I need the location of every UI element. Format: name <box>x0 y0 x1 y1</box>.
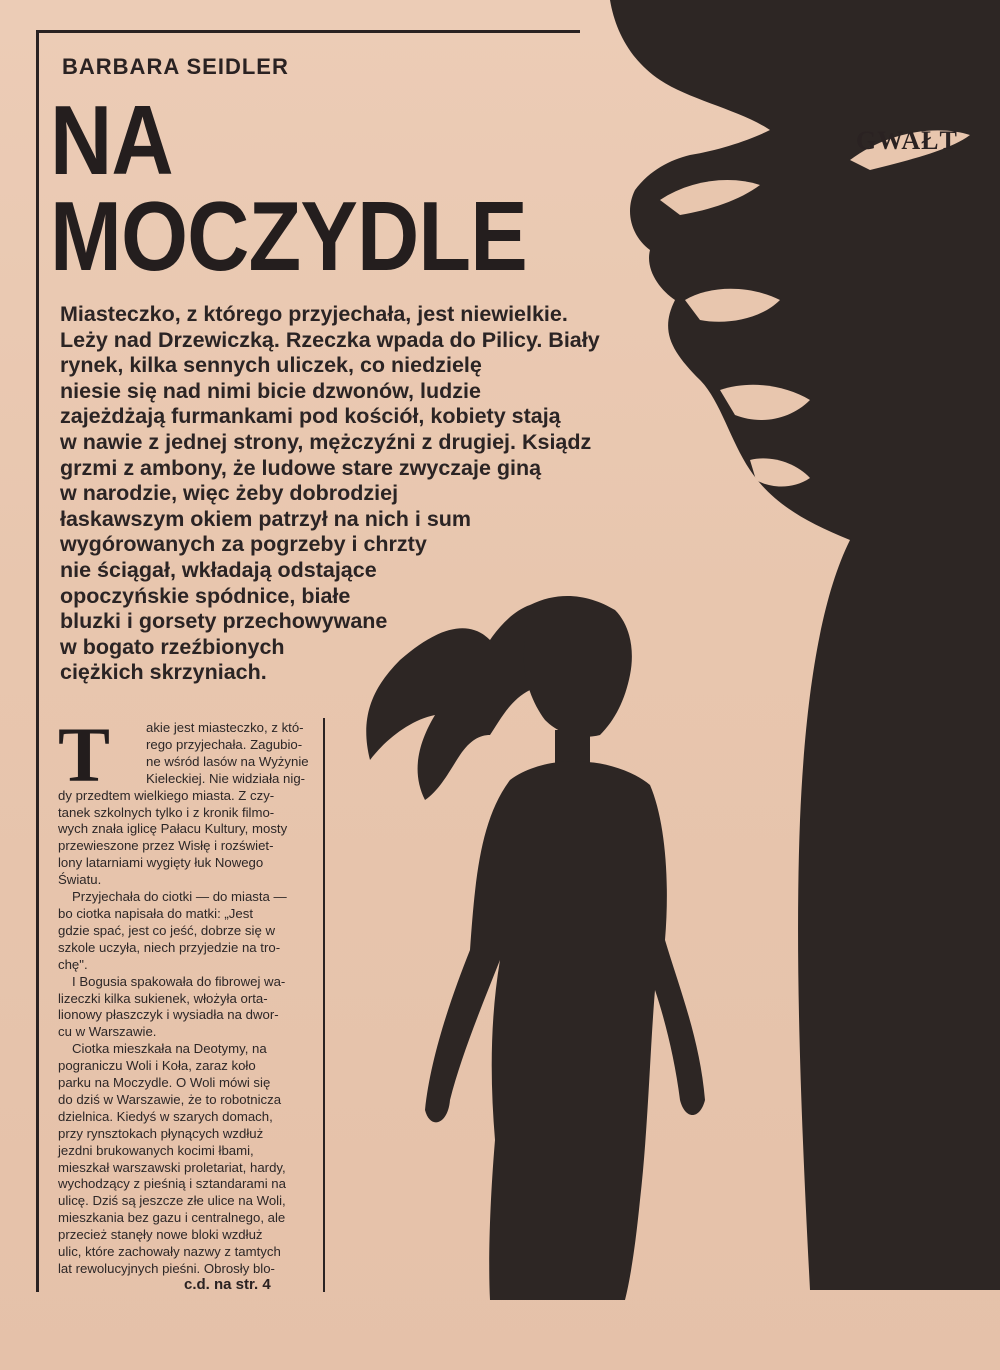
lead-line: rynek, kilka sennych uliczek, co niedzielę <box>60 353 482 378</box>
lead-line: w bogato rzeźbionych <box>60 634 285 659</box>
body-line: cu w Warszawie. <box>58 1024 157 1040</box>
body-line: szkole uczyła, niech przyjedzie na tro- <box>58 939 281 955</box>
lead-line: Leży nad Drzewiczką. Rzeczka wpada do Pilicy. Biały <box>60 327 600 352</box>
continuation-note: c.d. na str. 4 <box>184 1276 271 1293</box>
article-title <box>50 85 527 291</box>
title-line-1: NA <box>50 85 173 195</box>
lead-line: Miasteczko, z którego przyjechała, jest niewielkie. <box>60 302 568 326</box>
body-line: ulicę. Dziś są jeszcze złe ulice na Woli, <box>58 1193 286 1209</box>
girl-silhouette <box>366 596 705 1300</box>
title-line-2: MOCZYDLE <box>50 181 527 291</box>
column-right-rule <box>323 718 325 1292</box>
body-line: bo ciotka napisała do matki: „Jest <box>58 905 253 921</box>
author-byline: BARBARA SEIDLER <box>62 54 289 79</box>
frame-left-rule <box>36 30 39 1292</box>
body-line: przecież stanęły nowe bloki wzdłuż <box>58 1227 263 1243</box>
lead-line: bluzki i gorsety przechowywane <box>60 609 388 634</box>
body-line: lony latarniami wygięty łuk Nowego <box>58 855 264 871</box>
body-line: Przyjechała do ciotki — do miasta — <box>72 889 287 905</box>
body-line: lizeczki kilka sukienek, włożyła orta- <box>58 990 268 1006</box>
body-line: I Bogusia spakowała do fibrowej wa- <box>72 973 286 989</box>
lead-line: w narodzie, więc żeby dobrodziej <box>60 481 399 506</box>
lead-paragraph <box>60 302 620 686</box>
body-line: chę". <box>58 956 88 972</box>
body-line: Kieleckiej. Nie widziała nig- <box>146 770 306 786</box>
drop-cap: T <box>58 711 111 798</box>
body-column <box>58 720 320 1278</box>
body-line: gdzie spać, jest co jeść, dobrze się w <box>58 922 275 938</box>
frame-top-rule <box>36 30 580 33</box>
body-line: do dziś w Warszawie, że to robotnicza <box>58 1091 282 1107</box>
lead-line: w nawie z jednej strony, mężczyźni z drugiej. Ksiądz <box>60 429 592 454</box>
body-line: mieszkania bez gazu i centralnego, ale <box>58 1210 286 1226</box>
body-line: jezdni brukowanych kocimi łbami, <box>58 1142 254 1158</box>
section-tag: GWAŁT <box>856 126 958 155</box>
body-line: ne wśród lasów na Wyżynie <box>146 753 309 769</box>
body-line: przy rynsztokach płynących wzdłuż <box>58 1125 264 1141</box>
body-line: lionowy płaszczyk i wysiadła na dwor- <box>58 1007 279 1023</box>
fist-silhouette <box>610 0 1000 1290</box>
lead-line: opoczyńskie spódnice, białe <box>60 583 351 608</box>
body-line: wychodzący z pieśnią i sztandarami na <box>58 1176 286 1192</box>
body-line: przewieszone przez Wisłę i rozświet- <box>58 838 274 854</box>
body-line: mieszkał warszawski proletariat, hardy, <box>58 1159 286 1175</box>
lead-line: zajeżdżają furmankami pod kościół, kobiety stają <box>60 404 561 429</box>
body-line: ulic, które zachowały nazwy z tamtych <box>58 1244 281 1260</box>
body-line: lat rewolucyjnych pieśni. Obrosły blo- <box>58 1261 275 1276</box>
lead-line: grzmi z ambony, że ludowe stare zwyczaje giną <box>60 455 542 480</box>
body-line: Ciotka mieszkała na Deotymy, na <box>72 1041 267 1057</box>
lead-line: ciężkich skrzyniach. <box>60 660 267 685</box>
body-line: parku na Moczydle. O Woli mówi się <box>58 1075 271 1091</box>
body-line: wych znała iglicę Pałacu Kultury, mosty <box>58 821 288 837</box>
lead-line: niesie się nad nimi bicie dzwonów, ludzie <box>60 378 481 403</box>
lead-line: wygórowanych za pogrzeby i chrzty <box>60 532 427 557</box>
body-line: akie jest miasteczko, z któ- <box>146 720 304 735</box>
body-line: Światu. <box>58 872 102 888</box>
lead-line: łaskawszym okiem patrzył na nich i sum <box>60 506 472 531</box>
lead-line: nie ściągał, wkładają odstające <box>60 557 377 582</box>
body-line: dy przedtem wielkiego miasta. Z czy- <box>58 787 275 803</box>
body-line: rego przyjechała. Zagubio- <box>146 736 303 752</box>
body-line: pograniczu Woli i Koła, zaraz koło <box>58 1058 256 1074</box>
body-line: tanek szkolnych tylko i z kronik filmo- <box>58 804 275 820</box>
body-line: dzielnica. Kiedyś w szarych domach, <box>58 1108 273 1124</box>
